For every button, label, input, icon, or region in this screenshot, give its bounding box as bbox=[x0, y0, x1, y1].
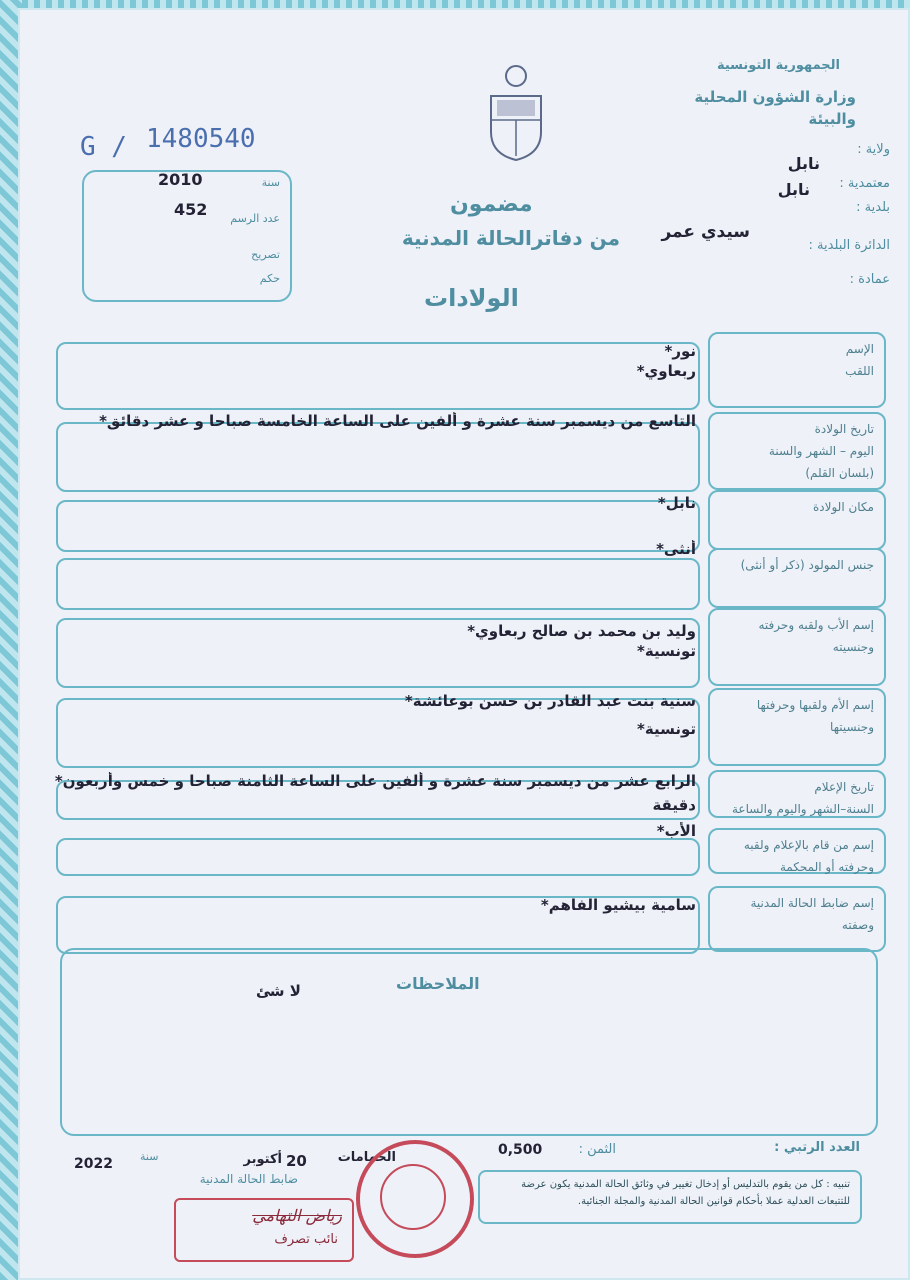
field-label: اللقب bbox=[845, 364, 874, 378]
district-value: سيدي عمر bbox=[661, 222, 750, 242]
issue-month: أكتوبر bbox=[243, 1152, 282, 1167]
field-label: السنة–الشهر واليوم والساعة bbox=[731, 802, 874, 816]
field-value: دقيقة bbox=[652, 796, 696, 814]
registry-number: 452 bbox=[174, 200, 208, 219]
republic-name: الجمهورية التونسية bbox=[716, 58, 840, 73]
field-label: الإسم bbox=[845, 342, 874, 356]
field-label: جنس المولود (ذكر أو أنثى) bbox=[740, 558, 874, 572]
remarks-value: لا شئ bbox=[256, 982, 301, 1000]
field-value: التاسع من ديسمبر سنة عشرة و ألفين على الساعة الخامسة صباحا و عشر دقائق* bbox=[99, 412, 696, 430]
municipality-label: بلدية : bbox=[856, 200, 890, 215]
warning-text: تنبيه : كل من يقوم بالتدليس أو إدخال تغيير في وثائق الحالة المدنية يكون عرضة للتتبعات العدلية عملا بأحكام قوانين الحالة المدنية والمجلة الجنائية. bbox=[521, 1179, 850, 1207]
coat-of-arms-icon bbox=[483, 62, 549, 162]
serial-number: 1480540 bbox=[146, 124, 256, 154]
serial-prefix: G / bbox=[80, 132, 127, 162]
year-label: سنة bbox=[261, 176, 280, 189]
field-label: وجنسيته bbox=[832, 640, 874, 654]
delegation-value: نابل bbox=[777, 180, 810, 199]
number-label: عدد الرسم bbox=[230, 212, 280, 225]
signature: رياض التهامي bbox=[252, 1206, 342, 1225]
field-value-box bbox=[56, 838, 700, 876]
field-label: تاريخ الإعلام bbox=[814, 780, 874, 794]
omda-label: عمادة : bbox=[849, 272, 890, 287]
governorate-label: ولاية : bbox=[857, 142, 890, 157]
registry-year: 2010 bbox=[158, 170, 203, 189]
field-value: الرابع عشر من ديسمبر سنة عشرة و ألفين على الساعة الثامنة صباحا و خمس وأربعون* bbox=[54, 772, 696, 790]
district-label: الدائرة البلدية : bbox=[808, 238, 890, 253]
field-value: سامية بيشيو الفاهم* bbox=[540, 896, 696, 914]
field-value: نابل* bbox=[657, 494, 696, 512]
deputy-text: نائب تصرف bbox=[274, 1232, 338, 1247]
field-value: تونسية* bbox=[637, 642, 696, 660]
remarks-label: الملاحظات bbox=[396, 974, 480, 993]
declaration-label: تصريح bbox=[251, 248, 280, 261]
issue-day: 20 bbox=[286, 1152, 307, 1170]
title-line3: الولادات bbox=[424, 284, 519, 312]
title-line1: مضمون bbox=[450, 192, 533, 217]
price-label: الثمن : bbox=[578, 1142, 616, 1157]
field-value-box bbox=[56, 558, 700, 610]
field-value: الأب* bbox=[656, 822, 696, 840]
field-value: أنثى* bbox=[656, 540, 696, 558]
official-seal-inner bbox=[380, 1164, 446, 1230]
field-value: وليد بن محمد بن صالح ربعاوي* bbox=[467, 622, 696, 640]
field-label: اليوم – الشهر والسنة bbox=[768, 444, 874, 458]
field-label: إسم ضابط الحالة المدنية bbox=[750, 896, 874, 910]
title-line2: من دفاترالحالة المدنية bbox=[401, 226, 620, 250]
field-value: ربعاوي* bbox=[636, 362, 696, 380]
field-label: إسم من قام بالإعلام ولقبه bbox=[743, 838, 874, 852]
issue-place: الحمامات bbox=[337, 1150, 396, 1165]
field-label: وحرفته أو المحكمة bbox=[779, 860, 874, 874]
field-value-box bbox=[56, 422, 700, 492]
field-value: تونسية* bbox=[637, 720, 696, 738]
ministry-name: وزارة الشؤون المحلية والبيئة bbox=[694, 88, 856, 128]
field-label: وصفته bbox=[841, 918, 874, 932]
field-label: إسم الأم ولقبها وحرفتها bbox=[756, 698, 874, 712]
field-label: وجنسيتها bbox=[830, 720, 874, 734]
field-value: نور* bbox=[664, 342, 696, 360]
issue-year: 2022 bbox=[74, 1156, 113, 1172]
issue-year-label: سنة bbox=[140, 1150, 159, 1163]
delegation-label: معتمدية : bbox=[839, 176, 890, 191]
field-value: سنية بنت عبد القادر بن حسن بوعائشة* bbox=[404, 692, 696, 710]
field-label: إسم الأب ولقبه وحرفته bbox=[758, 618, 874, 632]
field-label: تاريخ الولادة bbox=[814, 422, 874, 436]
field-label: (بلسان القلم) bbox=[805, 466, 874, 480]
judgment-label: حكم bbox=[259, 272, 280, 285]
governorate-value: نابل bbox=[787, 154, 820, 173]
rank-label: العدد الرتبي : bbox=[774, 1140, 860, 1155]
field-label: مكان الولادة bbox=[812, 500, 874, 514]
price-value: 0,500 bbox=[498, 1142, 543, 1158]
officer-title: ضابط الحالة المدنية bbox=[199, 1172, 298, 1186]
